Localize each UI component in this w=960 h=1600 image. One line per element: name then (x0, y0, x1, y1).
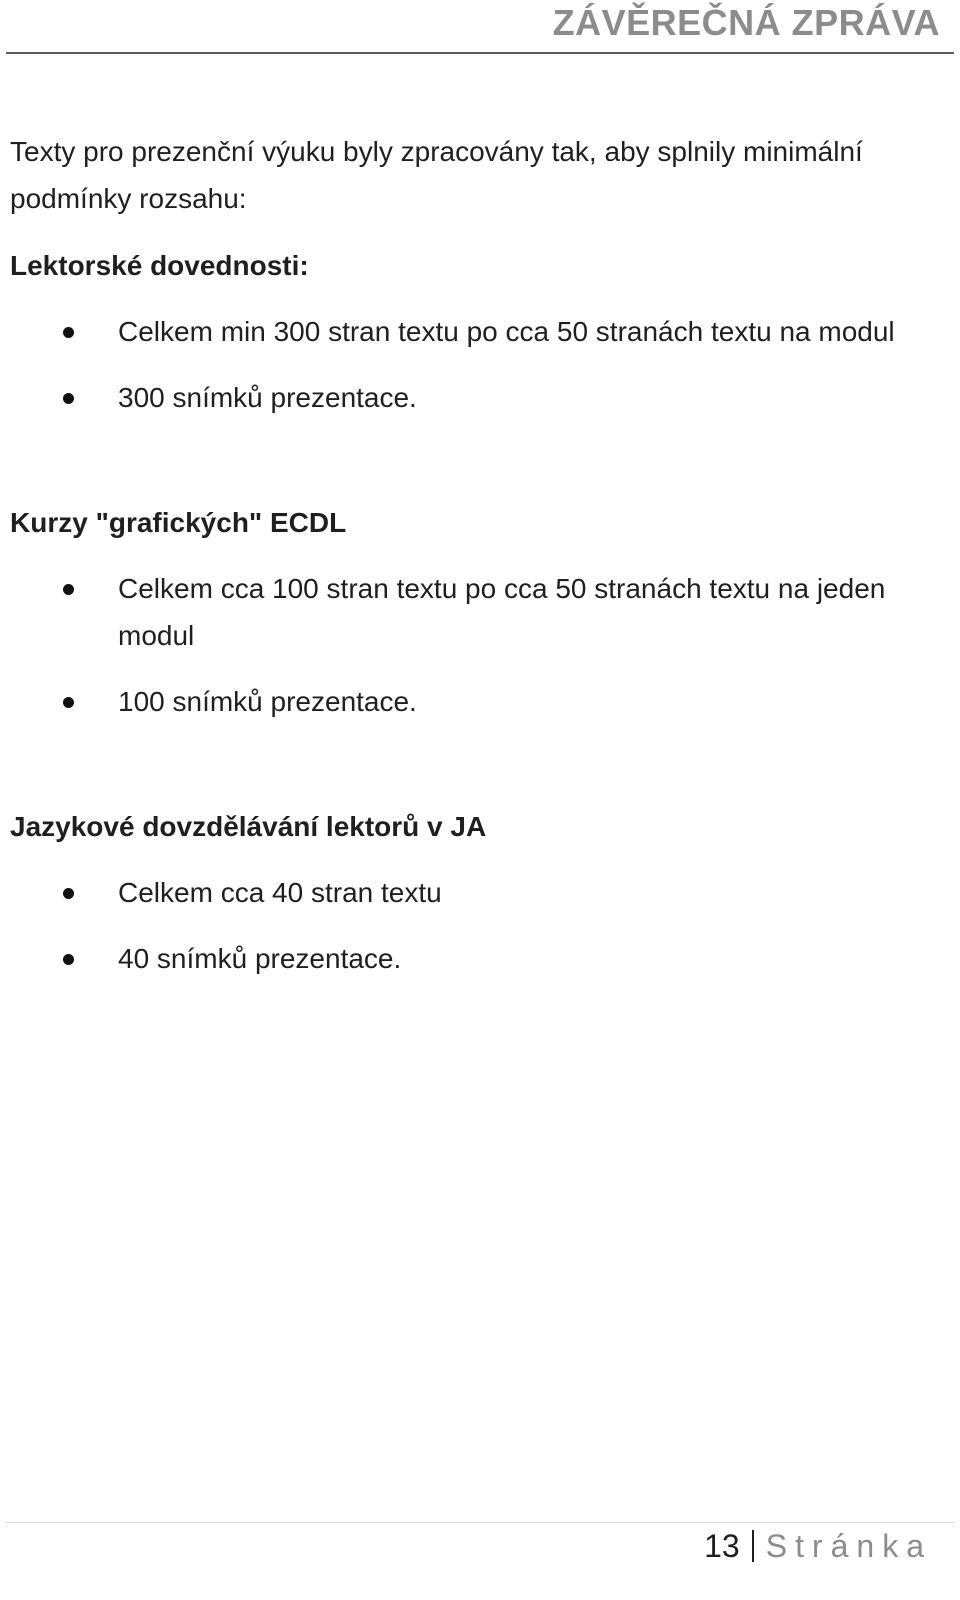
bullet-icon (63, 697, 74, 708)
header-title: ZÁVĚREČNÁ ZPRÁVA (552, 2, 940, 43)
page-number-footer (704, 1526, 932, 1566)
section-heading: Lektorské dovednosti: (10, 250, 309, 281)
footer-separator (752, 1530, 754, 1562)
section-heading: Kurzy "grafických" ECDL (10, 507, 347, 538)
document-body (10, 128, 938, 982)
bullet-icon (63, 954, 74, 965)
bullet-list (10, 308, 938, 421)
intro-paragraph: Texty pro prezenční výuku byly zpracovány tak, aby splnily minimální podmínky rozsahu: (10, 136, 863, 214)
page-number: 13 (704, 1528, 740, 1564)
list-item (10, 678, 938, 725)
header-divider (6, 52, 954, 54)
list-item (10, 565, 938, 659)
page-label: Stránka (765, 1528, 932, 1564)
list-item-text: 100 snímků prezentace. (118, 686, 417, 717)
list-item (10, 308, 938, 355)
footer-divider (6, 1522, 954, 1523)
bullet-list (10, 565, 938, 725)
list-item (10, 374, 938, 421)
bullet-icon (63, 888, 74, 899)
list-item-text: Celkem min 300 stran textu po cca 50 stranách textu na modul (118, 316, 895, 347)
section-heading: Jazykové dovzdělávání lektorů v JA (10, 811, 487, 842)
section-kurzy-ecdl (10, 499, 938, 725)
section-lektorske-dovednosti (10, 242, 938, 421)
list-item-text: Celkem cca 40 stran textu (118, 877, 442, 908)
section-jazykove-dovzdelavani (10, 803, 938, 982)
list-item (10, 935, 938, 982)
list-item (10, 869, 938, 916)
bullet-list (10, 869, 938, 982)
bullet-icon (63, 584, 74, 595)
bullet-icon (63, 327, 74, 338)
list-item-text: 300 snímků prezentace. (118, 382, 417, 413)
list-item-text: Celkem cca 100 stran textu po cca 50 stranách textu na jeden modul (118, 573, 886, 651)
list-item-text: 40 snímků prezentace. (118, 943, 402, 974)
bullet-icon (63, 393, 74, 404)
